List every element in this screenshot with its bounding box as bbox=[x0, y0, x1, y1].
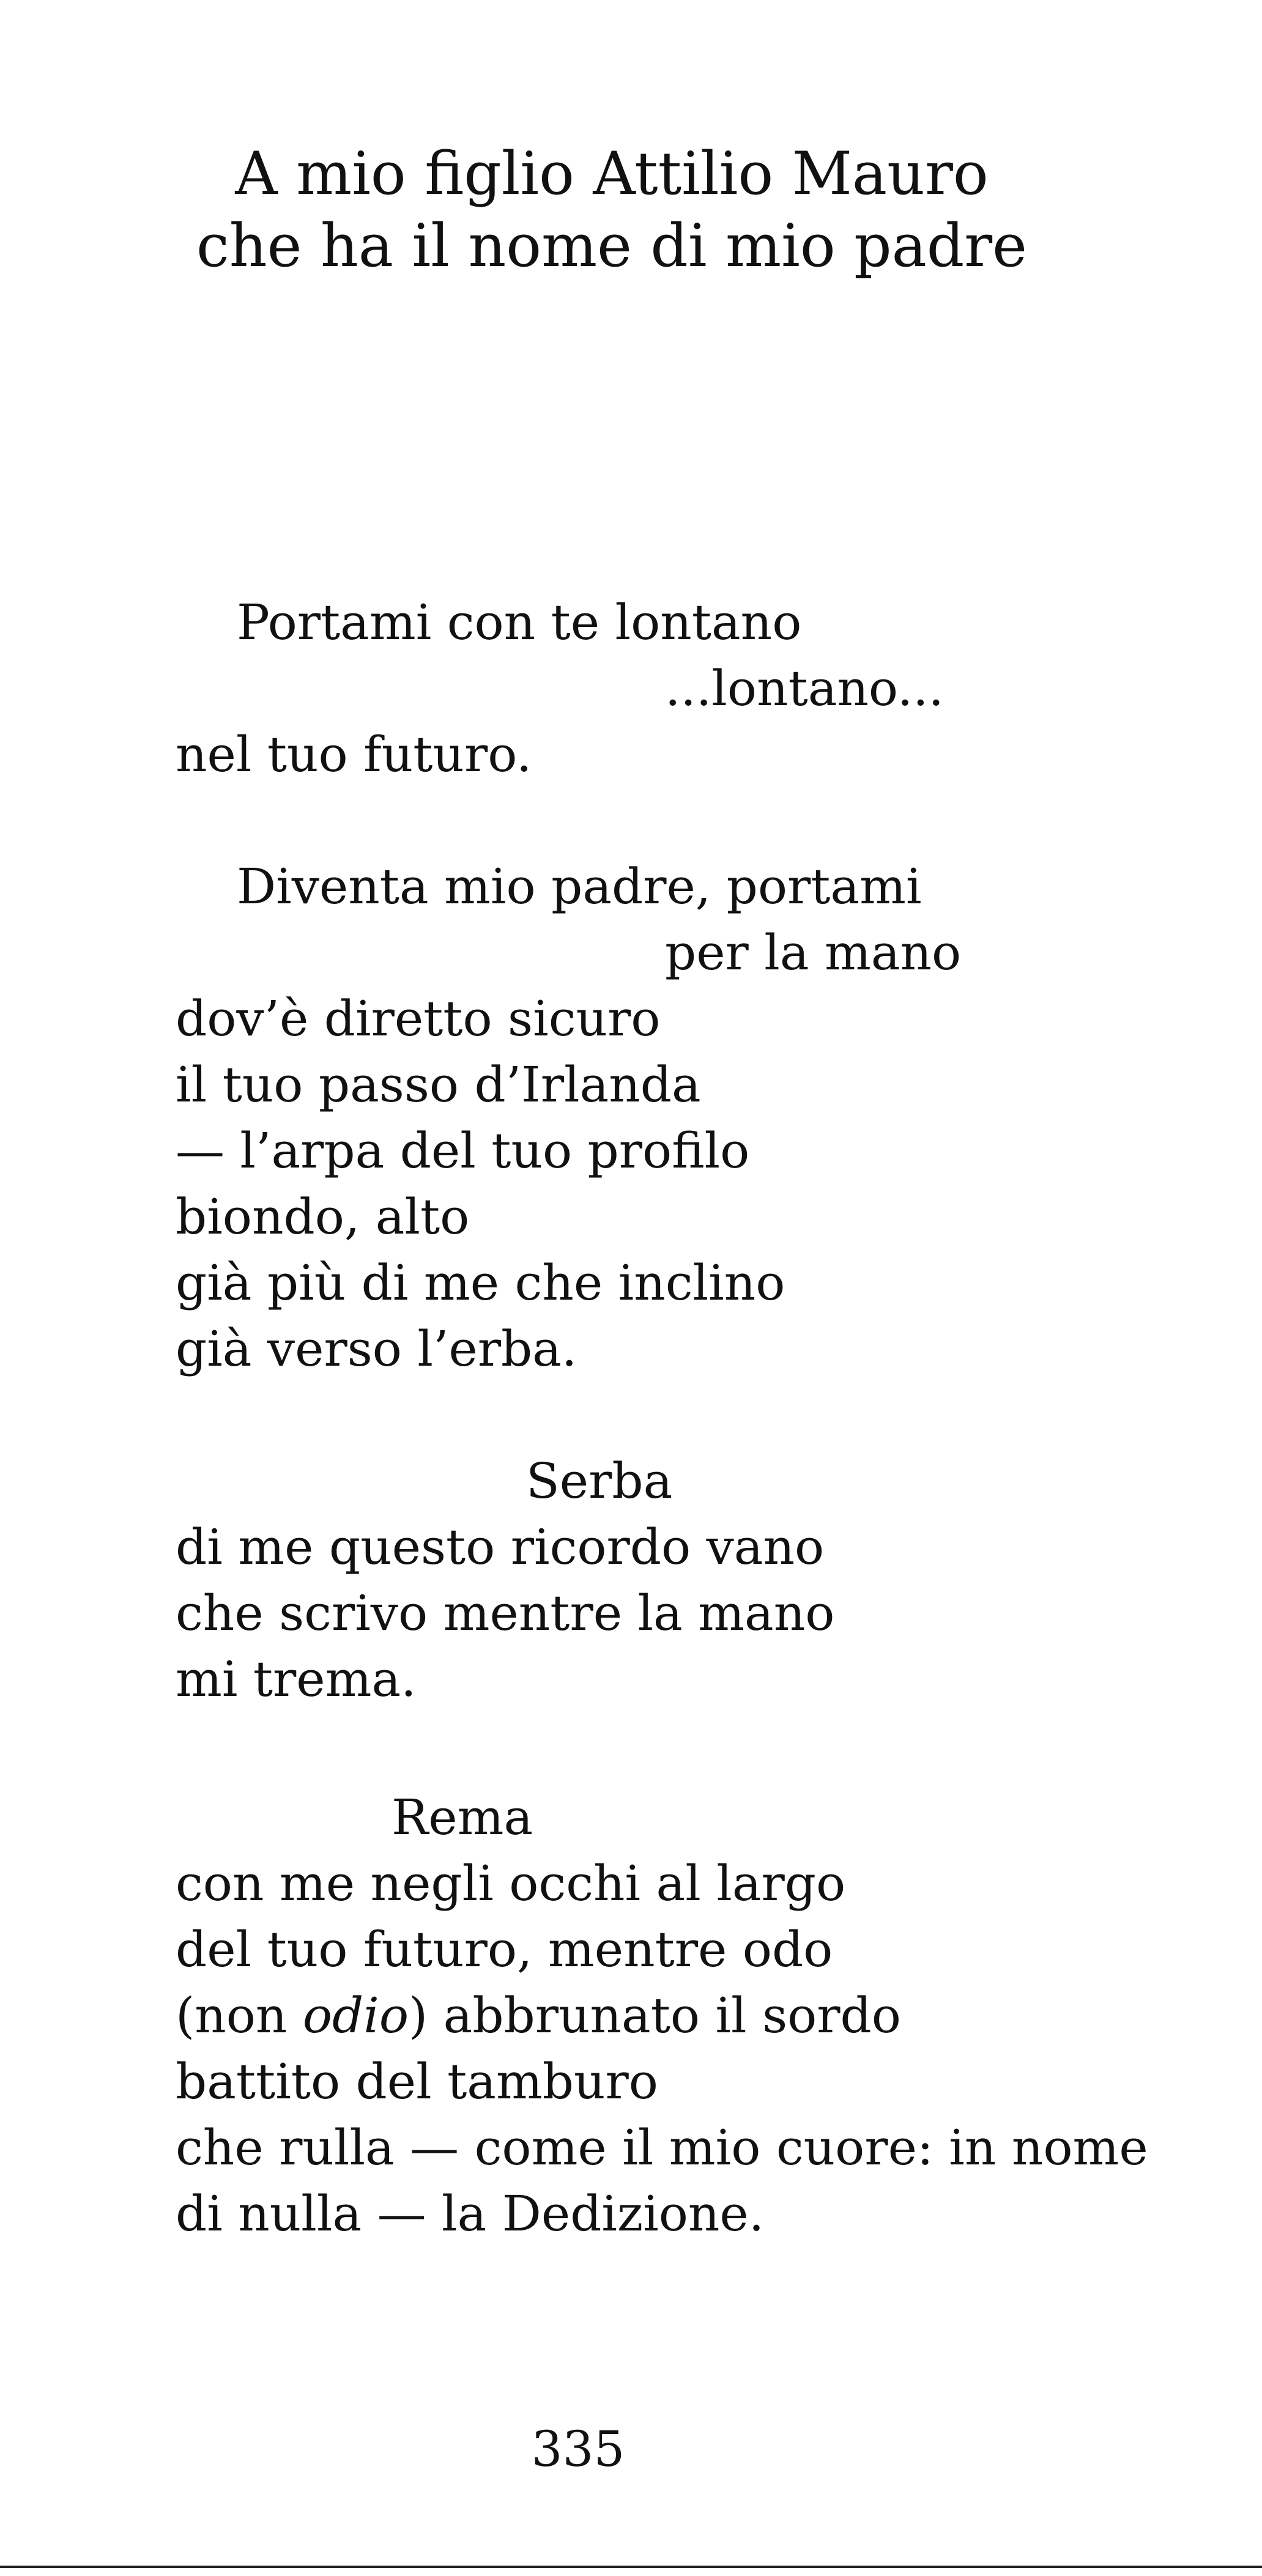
verse-line: di nulla — la Dedizione. bbox=[176, 2185, 765, 2242]
verse-line: ...lontano... bbox=[665, 660, 944, 717]
verse-line: il tuo passo d’Irlanda bbox=[176, 1056, 701, 1113]
verse-line: di me questo ricordo vano bbox=[176, 1519, 825, 1575]
verse-text: (non bbox=[176, 1987, 303, 2044]
verse-line-with-italic bbox=[176, 1985, 901, 2046]
bottom-rule bbox=[0, 2566, 1262, 2568]
verse-line: Serba bbox=[526, 1453, 673, 1509]
verse-line: che rulla — come il mio cuore: in nome bbox=[176, 2119, 1148, 2176]
verse-line: già più di me che inclino bbox=[176, 1254, 785, 1311]
verse-line: già verso l’erba. bbox=[176, 1320, 577, 1377]
page-number: 335 bbox=[531, 2421, 625, 2478]
title-line-1: A mio figlio Attilio Mauro bbox=[235, 139, 989, 208]
verse-line: mi trema. bbox=[176, 1651, 417, 1708]
italic-word: odio bbox=[302, 1987, 409, 2044]
verse-line: dov’è diretto sicuro bbox=[176, 990, 661, 1047]
verse-line: Rema bbox=[392, 1789, 533, 1846]
verse-text: ) abbrunato il sordo bbox=[408, 1987, 901, 2044]
title-line-2: che ha il nome di mio padre bbox=[196, 212, 1027, 280]
verse-line: Portami con te lontano bbox=[237, 594, 802, 651]
verse-line: che scrivo mentre la mano bbox=[176, 1585, 835, 1641]
verse-line: con me negli occhi al largo bbox=[176, 1855, 846, 1912]
verse-line: — l’arpa del tuo profilo bbox=[176, 1122, 750, 1179]
poem-title bbox=[0, 138, 1223, 282]
verse-line: battito del tamburo bbox=[176, 2053, 658, 2110]
verse-line: Diventa mio padre, portami bbox=[237, 858, 922, 915]
verse-line: nel tuo futuro. bbox=[176, 726, 532, 783]
verse-line: del tuo futuro, mentre odo bbox=[176, 1921, 833, 1978]
verse-line: biondo, alto bbox=[176, 1188, 470, 1245]
verse-line: per la mano bbox=[665, 924, 962, 981]
